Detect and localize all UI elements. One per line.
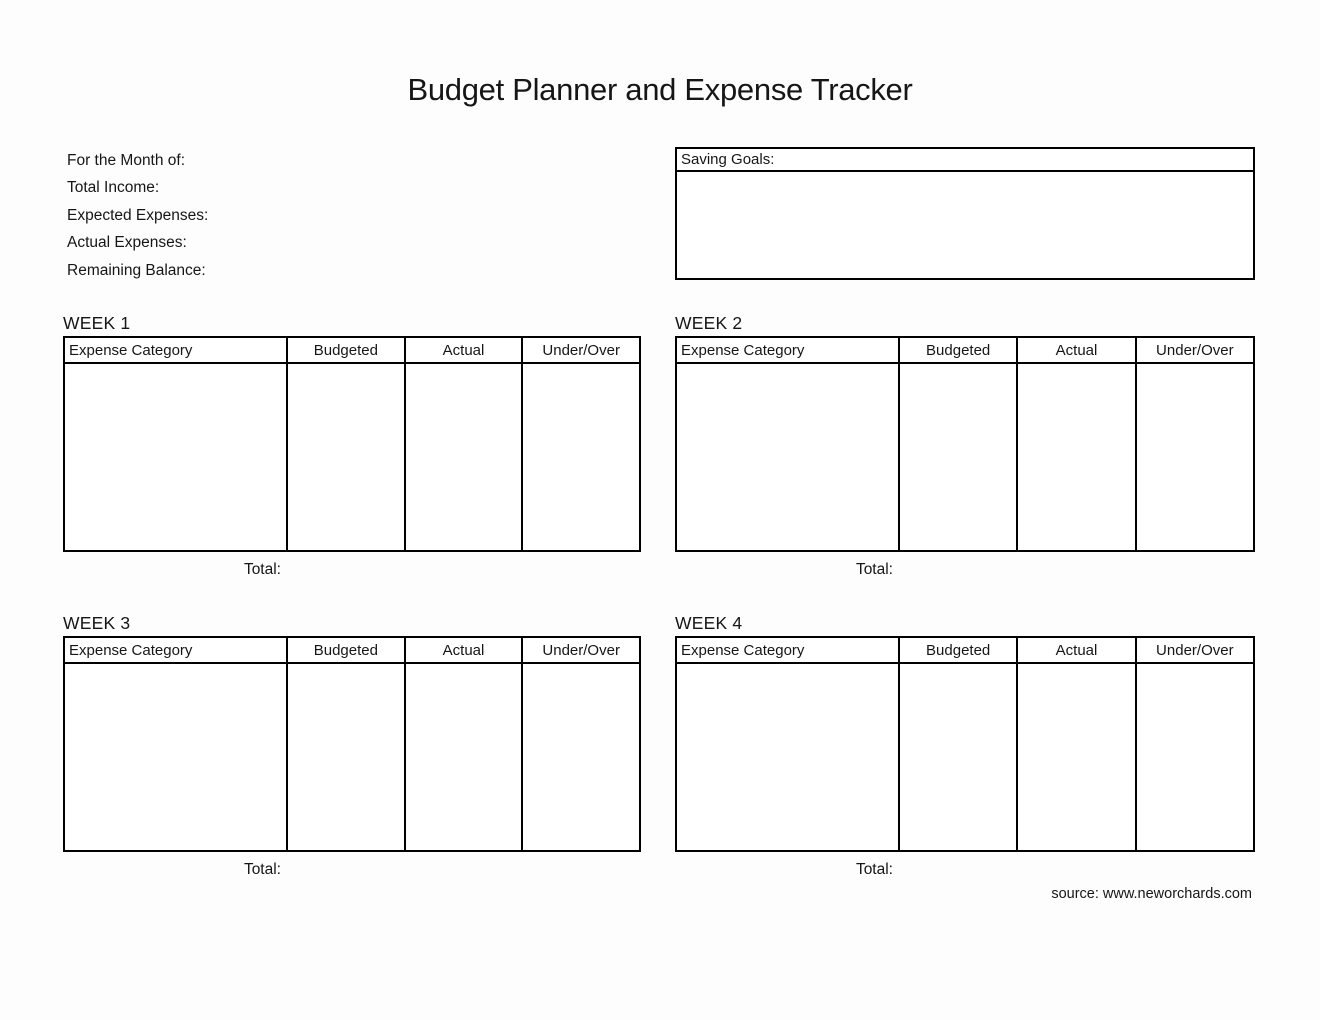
week-4-body-row: [677, 664, 1253, 850]
total-income-field[interactable]: [159, 178, 487, 198]
month-field[interactable]: [185, 151, 487, 171]
week-4-actual-cell[interactable]: [1016, 664, 1134, 850]
week-4-budgeted-cell[interactable]: [898, 664, 1016, 850]
page-title: Budget Planner and Expense Tracker: [407, 72, 913, 107]
week-4-col-under-over: Under/Over: [1135, 638, 1253, 662]
week-1-col-expense-category: Expense Category: [69, 341, 193, 359]
week-3-col-expense-category: Expense Category: [69, 641, 193, 659]
week-3-heading: WEEK 3: [63, 613, 131, 633]
week-3-table: [63, 636, 641, 852]
week-3-actual-cell[interactable]: [404, 664, 522, 850]
week-3-budgeted-cell[interactable]: [286, 664, 404, 850]
week-2-header-row: [677, 338, 1253, 364]
week-2-under-over-cell[interactable]: [1135, 364, 1253, 550]
week-2-section: [675, 313, 1255, 579]
week-3-category-cell[interactable]: [65, 664, 286, 850]
month-label: For the Month of:: [67, 151, 186, 169]
summary-row-total-income: [67, 175, 487, 203]
week-4-heading: WEEK 4: [675, 613, 743, 633]
week-3-under-over-cell[interactable]: [521, 664, 639, 850]
expected-expenses-field[interactable]: [208, 206, 487, 226]
actual-expenses-label: Actual Expenses:: [67, 234, 187, 252]
week-1-table: [63, 336, 641, 552]
saving-goals-box: [675, 147, 1255, 280]
week-1-col-budgeted: Budgeted: [286, 338, 404, 362]
week-4-under-over-cell[interactable]: [1135, 664, 1253, 850]
actual-expenses-field[interactable]: [187, 233, 487, 253]
week-1-under-over-cell[interactable]: [521, 364, 639, 550]
week-3-total-label: Total:: [243, 861, 281, 878]
summary-section: [67, 147, 487, 285]
week-4-table: [675, 636, 1255, 852]
week-2-heading: WEEK 2: [675, 313, 743, 333]
week-3-header-row: [65, 638, 639, 664]
week-4-col-budgeted: Budgeted: [898, 638, 1016, 662]
week-4-section: [675, 613, 1255, 879]
week-2-col-expense-category: Expense Category: [681, 341, 805, 359]
week-4-col-actual: Actual: [1016, 638, 1134, 662]
week-3-section: [63, 613, 641, 879]
week-1-header-row: [65, 338, 639, 364]
saving-goals-header: [677, 149, 1253, 172]
week-2-col-under-over: Under/Over: [1135, 338, 1253, 362]
week-2-col-budgeted: Budgeted: [898, 338, 1016, 362]
remaining-balance-label: Remaining Balance:: [67, 261, 206, 279]
week-2-table: [675, 336, 1255, 552]
week-1-body-row: [65, 364, 639, 550]
saving-goals-input-area[interactable]: [677, 172, 1253, 278]
remaining-balance-field[interactable]: [206, 261, 487, 281]
week-3-body-row: [65, 664, 639, 850]
expected-expenses-label: Expected Expenses:: [67, 206, 209, 224]
week-1-budgeted-cell[interactable]: [286, 364, 404, 550]
source-attribution: source: www.neworchards.com: [1051, 886, 1252, 902]
week-2-actual-cell[interactable]: [1016, 364, 1134, 550]
summary-row-actual-expenses: [67, 230, 487, 258]
week-2-col-actual: Actual: [1016, 338, 1134, 362]
week-1-heading: WEEK 1: [63, 313, 131, 333]
week-3-col-under-over: Under/Over: [521, 638, 639, 662]
total-income-label: Total Income:: [67, 179, 160, 197]
week-4-total-label: Total:: [855, 861, 893, 878]
week-1-category-cell[interactable]: [65, 364, 286, 550]
week-1-total-label: Total:: [243, 561, 281, 578]
week-4-category-cell[interactable]: [677, 664, 898, 850]
week-3-col-actual: Actual: [404, 638, 522, 662]
week-4-header-row: [677, 638, 1253, 664]
summary-row-remaining-balance: [67, 257, 487, 285]
week-2-body-row: [677, 364, 1253, 550]
saving-goals-label: Saving Goals:: [681, 151, 775, 168]
week-1-col-actual: Actual: [404, 338, 522, 362]
summary-row-expected-expenses: [67, 202, 487, 230]
week-1-section: [63, 313, 641, 579]
week-2-category-cell[interactable]: [677, 364, 898, 550]
week-2-budgeted-cell[interactable]: [898, 364, 1016, 550]
week-1-actual-cell[interactable]: [404, 364, 522, 550]
week-4-col-expense-category: Expense Category: [681, 641, 805, 659]
week-2-total-label: Total:: [855, 561, 893, 578]
week-1-col-under-over: Under/Over: [521, 338, 639, 362]
week-3-col-budgeted: Budgeted: [286, 638, 404, 662]
summary-row-month: [67, 147, 487, 175]
